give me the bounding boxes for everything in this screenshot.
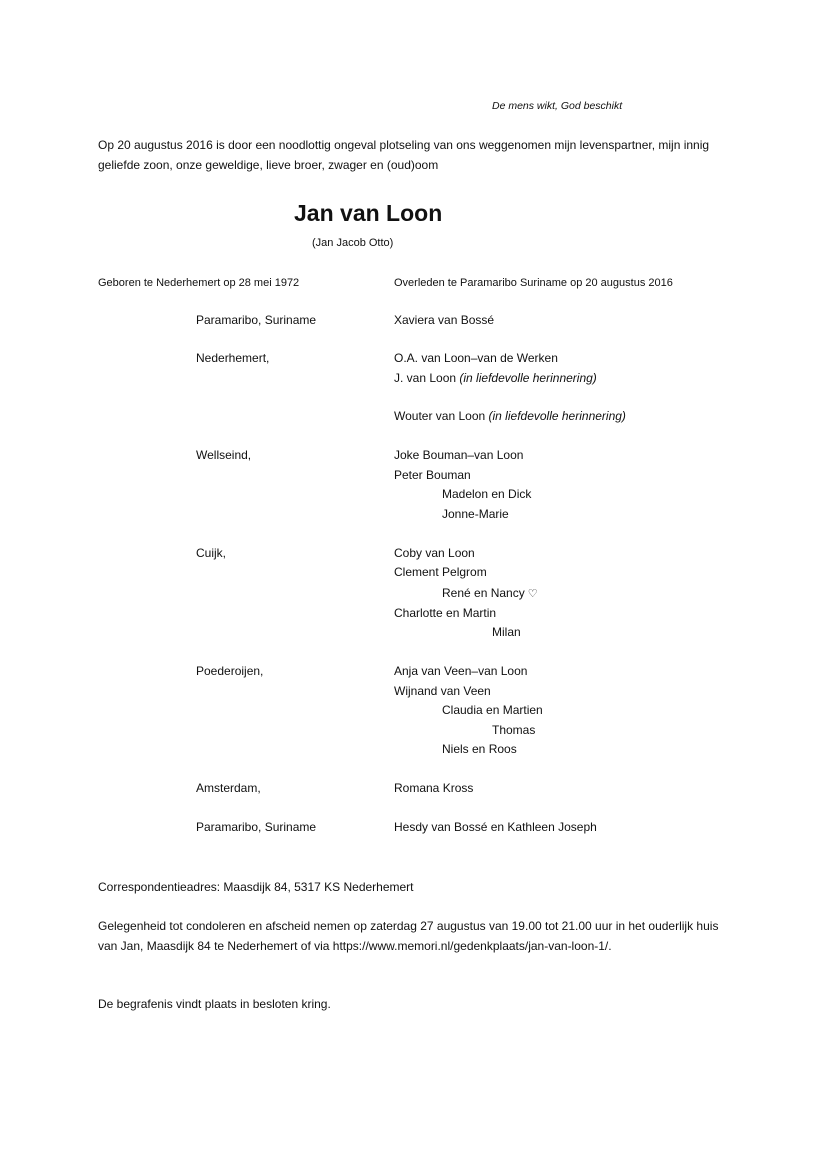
family-member: Coby van Loon (394, 546, 475, 560)
family-member: Anja van Veen–van Loon (394, 664, 528, 678)
family-member (442, 586, 538, 602)
family-member: Madelon en Dick (442, 487, 532, 501)
family-member: Claudia en Martien (442, 703, 543, 717)
memorial-note: (in liefdevolle herinnering) (488, 409, 626, 423)
family-member: Clement Pelgrom (394, 565, 487, 579)
family-place: Paramaribo, Suriname (196, 820, 317, 834)
family-member (394, 409, 626, 424)
family-member: Thomas (492, 723, 536, 737)
family-member: O.A. van Loon–van de Werken (394, 351, 558, 365)
condolence-info: Gelegenheid tot condoleren en afscheid nemen op zaterdag 27 augustus van 19.00 tot 21.00 uur in het ouderlijk huis van Jan, Maasdijk 84 te Nederhemert of via https://www.memori.nl/gedenkplaats/jan-van-loon-1/. (98, 919, 719, 953)
funeral-info: De begrafenis vindt plaats in besloten kring. (98, 997, 331, 1011)
family-place: Nederhemert, (196, 351, 270, 365)
family-member: Charlotte en Martin (394, 606, 497, 620)
correspondence-address: Correspondentieadres: Maasdijk 84, 5317 KS Nederhemert (98, 880, 414, 894)
family-member: Joke Bouman–van Loon (394, 448, 524, 462)
deceased-full-name: (Jan Jacob Otto) (312, 237, 394, 249)
family-member-name: Wouter van Loon (394, 409, 486, 423)
motto: De mens wikt, God beschikt (492, 100, 623, 112)
death-info: Overleden te Paramaribo Suriname op 20 augustus 2016 (394, 277, 673, 289)
family-member: Jonne-Marie (442, 507, 509, 521)
memorial-note: (in liefdevolle herinnering) (459, 371, 597, 385)
heart-icon: ♡ (527, 588, 538, 600)
family-member: Niels en Roos (442, 742, 517, 756)
family-member-name: René en Nancy (442, 586, 525, 600)
family-place: Poederoijen, (196, 664, 264, 678)
family-member (394, 371, 597, 386)
family-member: Peter Bouman (394, 468, 471, 482)
family-member: Romana Kross (394, 781, 474, 795)
family-member: Xaviera van Bossé (394, 313, 495, 327)
deceased-name: Jan van Loon (294, 200, 443, 226)
birth-info: Geboren te Nederhemert op 28 mei 1972 (98, 277, 300, 289)
intro-paragraph: Op 20 augustus 2016 is door een noodlottig ongeval plotseling van ons weggenomen mijn levenspartner, mijn innig geliefde zoon, onze geweldige, lieve broer, zwager en (oud)oom (98, 138, 710, 172)
family-member: Milan (492, 625, 521, 639)
family-member: Hesdy van Bossé en Kathleen Joseph (394, 820, 597, 834)
family-place: Amsterdam, (196, 781, 261, 795)
family-place: Paramaribo, Suriname (196, 313, 317, 327)
family-place: Wellseind, (196, 448, 252, 462)
family-member: Wijnand van Veen (394, 684, 491, 698)
family-place: Cuijk, (196, 546, 227, 560)
family-member-name: J. van Loon (394, 371, 457, 385)
